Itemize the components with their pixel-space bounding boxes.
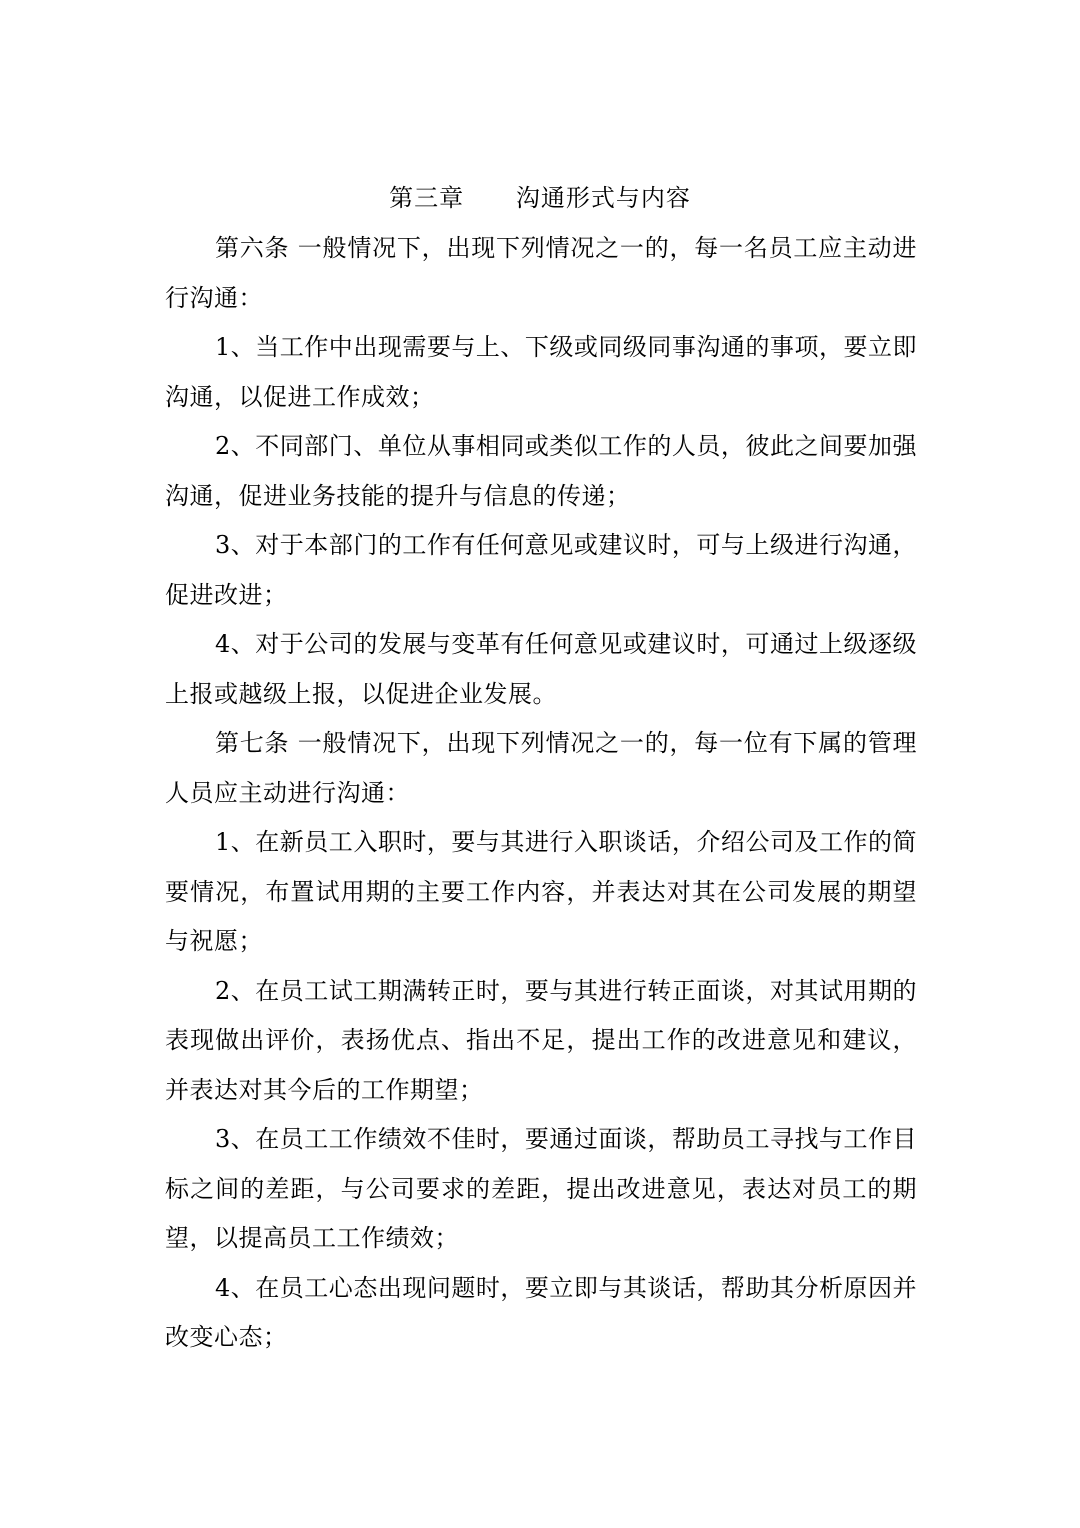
article-6-intro-text: 一般情况下，出现下列情况之一的，每一名员工应主动进行沟通： (165, 234, 918, 312)
article-7-item-1: 1、在新员工入职时，要与其进行入职谈话，介绍公司及工作的简要情况，布置试用期的主要工作内容，并表达对其在公司发展的期望与祝愿； (165, 828, 917, 955)
document-body (165, 224, 917, 1363)
article-6-intro (165, 224, 917, 323)
article-7-label: 第七条 (215, 729, 290, 757)
chapter-number: 第三章 (389, 184, 465, 212)
chapter-title: 沟通形式与内容 (515, 184, 691, 212)
article-7-intro (165, 719, 917, 818)
article-6-item-2: 2、不同部门、单位从事相同或类似工作的人员，彼此之间要加强沟通，促进业务技能的提升与信息的传递； (165, 432, 917, 510)
article-7-item-2: 2、在员工试工期满转正时，要与其进行转正面谈，对其试用期的表现做出评价，表扬优点、指出不足，提出工作的改进意见和建议，并表达对其今后的工作期望； (165, 976, 917, 1104)
article-6-item-3: 3、对于本部门的工作有任何意见或建议时，可与上级进行沟通，促进改进； (165, 531, 917, 609)
article-7-intro-text: 一般情况下，出现下列情况之一的，每一位有下属的管理人员应主动进行沟通： (165, 729, 918, 807)
article-7-item-4: 4、在员工心态出现问题时，要立即与其谈话，帮助其分析原因并改变心态； (165, 1273, 917, 1351)
article-6-item-1: 1、当工作中出现需要与上、下级或同级同事沟通的事项，要立即沟通，以促进工作成效； (165, 333, 917, 411)
article-6-item-4: 4、对于公司的发展与变革有任何意见或建议时，可通过上级逐级上报或越级上报，以促进企业发展。 (165, 630, 917, 708)
article-6-label: 第六条 (215, 234, 290, 262)
article-7-item-3: 3、在员工工作绩效不佳时，要通过面谈，帮助员工寻找与工作目标之间的差距，与公司要求的差距，提出改进意见，表达对员工的期望，以提高员工工作绩效； (165, 1125, 917, 1252)
chapter-heading (0, 178, 1080, 218)
